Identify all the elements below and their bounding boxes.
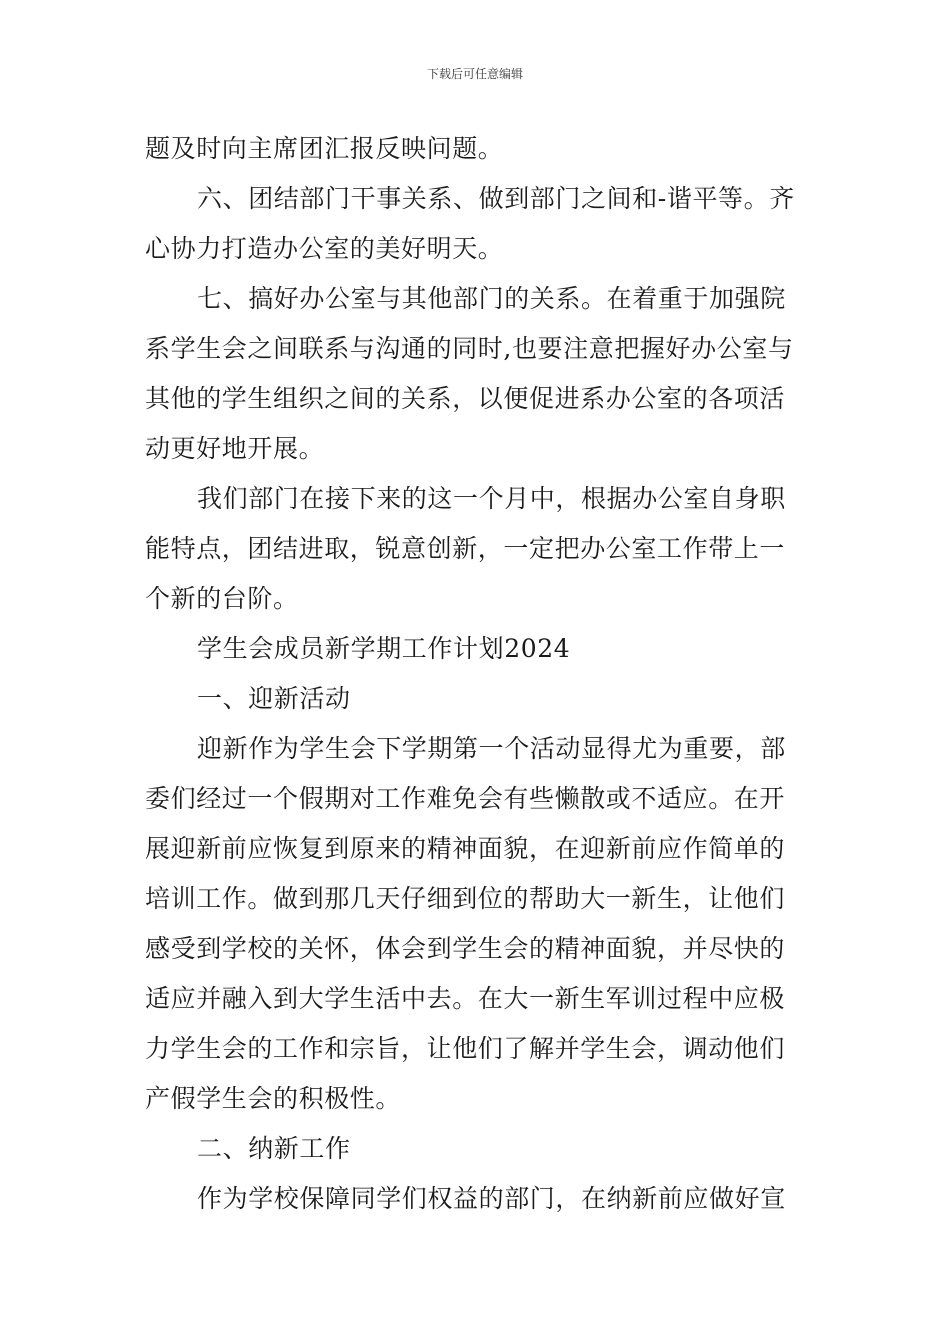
text-line: 培训工作。做到那几天仔细到位的帮助大一新生，让他们 — [145, 884, 786, 913]
text-line: 动更好地开展。 — [145, 434, 325, 463]
text-line: 个新的台阶。 — [145, 584, 299, 613]
text-line: 能特点，团结进取，锐意创新，一定把办公室工作带上一 — [145, 534, 786, 563]
text-line: 七、搞好办公室与其他部门的关系。在着重于加强院 — [197, 284, 786, 313]
text-line: 六、团结部门干事关系、做到部门之间和-谐平等。齐 — [197, 184, 795, 213]
section-heading: 一、迎新活动 — [197, 684, 351, 713]
section-heading: 二、纳新工作 — [197, 1134, 351, 1163]
text-line: 心协力打造办公室的美好明天。 — [145, 234, 504, 263]
text-line: 迎新作为学生会下学期第一个活动显得尤为重要，部 — [197, 734, 786, 763]
text-line: 展迎新前应恢复到原来的精神面貌，在迎新前应作简单的 — [145, 834, 786, 863]
text-line: 其他的学生组织之间的关系，以便促进系办公室的各项活 — [145, 384, 786, 413]
text-line: 作为学校保障同学们权益的部门，在纳新前应做好宣 — [197, 1184, 786, 1213]
text-line: 产假学生会的积极性。 — [145, 1084, 402, 1113]
document-body — [145, 124, 810, 1224]
section-title: 学生会成员新学期工作计划2024 — [197, 634, 571, 663]
text-line: 我们部门在接下来的这一个月中，根据办公室自身职 — [197, 484, 786, 513]
text-line: 适应并融入到大学生活中去。在大一新生军训过程中应极 — [145, 984, 786, 1013]
text-line: 题及时向主席团汇报反映问题。 — [145, 134, 504, 163]
page-header: 下载后可任意编辑 — [426, 67, 523, 81]
text-line: 委们经过一个假期对工作难免会有些懒散或不适应。在开 — [145, 784, 786, 813]
text-line: 力学生会的工作和宗旨，让他们了解并学生会，调动他们 — [145, 1034, 786, 1063]
text-line: 感受到学校的关怀，体会到学生会的精神面貌，并尽快的 — [145, 934, 786, 963]
text-line: 系学生会之间联系与沟通的同时,也要注意把握好办公室与 — [145, 334, 794, 363]
